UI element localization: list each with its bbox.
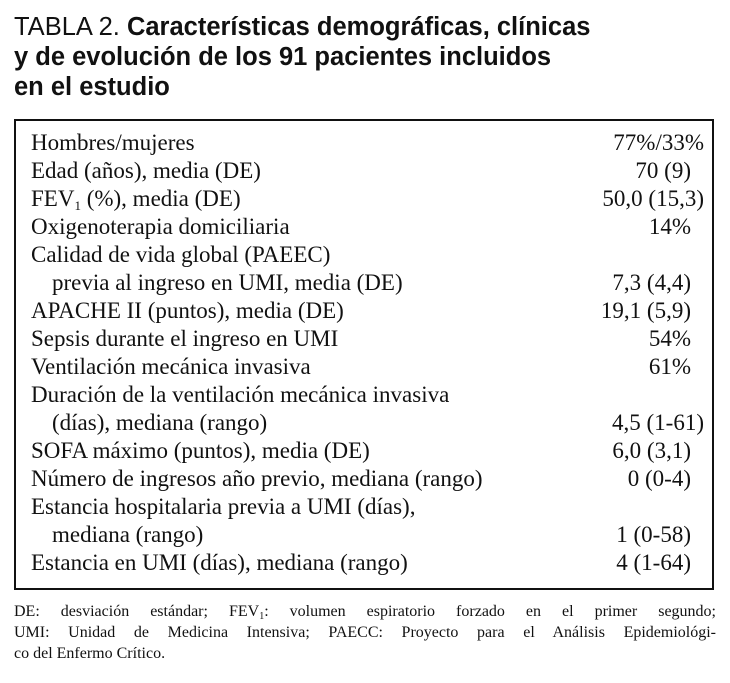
table-row: [16, 213, 712, 241]
table-title-line-3: en el estudio: [14, 73, 170, 101]
row-value: 54%: [648, 326, 691, 351]
row-label: (días), mediana (rango): [52, 410, 268, 435]
footnote-line-3: co del Enfermo Crítico.: [14, 645, 166, 662]
row-label: Sepsis durante el ingreso en UMI: [31, 326, 339, 351]
table-row: [16, 521, 712, 549]
footnote-line-1: DE: desviación estándar; $FEV_1$: volumen espiratorio forzado en el primer segundo;: [14, 603, 716, 622]
row-label: $FEV_1$ (%), media (DE): [31, 186, 241, 213]
row-label: mediana (rango): [52, 522, 204, 547]
data-table: [14, 119, 714, 590]
row-label: Oxigenoterapia domiciliaria: [31, 214, 290, 239]
table-caption: [14, 12, 719, 102]
table-row: [16, 381, 712, 409]
table-footnote: [14, 601, 716, 664]
table-title-line-1: Características demográficas, clínicas: [126, 13, 591, 41]
row-value: 50,0 (15,3): [602, 186, 704, 211]
table-row: [16, 269, 712, 297]
table-row: [16, 409, 712, 437]
table-row: [16, 185, 712, 213]
table-row: [16, 353, 712, 381]
row-value: 7,3 (4,4): [612, 270, 691, 295]
row-label: Calidad de vida global (PAEEC): [31, 242, 331, 267]
row-value: 77%/33%: [613, 130, 704, 155]
row-value: 4,5 (1-61): [612, 410, 704, 435]
row-label: Ventilación mecánica invasiva: [31, 354, 311, 379]
row-value: 14%: [648, 214, 691, 239]
table-row: [16, 157, 712, 185]
table-number: TABLA 2.: [14, 13, 120, 41]
table-row: [16, 325, 712, 353]
row-value: 6,0 (3,1): [612, 438, 691, 463]
row-label: Duración de la ventilación mecánica invasiva: [31, 382, 450, 407]
row-label: Número de ingresos año previo, mediana (rango): [31, 466, 483, 491]
row-label: previa al ingreso en UMI, media (DE): [52, 270, 403, 295]
row-label: Estancia hospitalaria previa a UMI (días),: [31, 494, 416, 519]
caption-line-1: [14, 12, 719, 42]
row-value: 61%: [648, 354, 691, 379]
row-label: Estancia en UMI (días), mediana (rango): [31, 550, 408, 575]
row-value: 4 (1-64): [616, 550, 691, 575]
row-value: 1 (0-58): [616, 522, 691, 547]
row-label: SOFA máximo (puntos), media (DE): [31, 438, 370, 463]
table-row: [16, 297, 712, 325]
row-label: Edad (años), media (DE): [31, 158, 261, 183]
table-row: [16, 437, 712, 465]
table-row: [16, 549, 712, 577]
table-row: [16, 241, 712, 269]
row-value: 70 (9): [635, 158, 691, 183]
table-title-line-2: y de evolución de los 91 pacientes incluidos: [14, 43, 552, 71]
row-value: 0 (0-4): [627, 466, 691, 491]
table-row: [16, 129, 712, 157]
table-row: [16, 465, 712, 493]
row-label: APACHE II (puntos), media (DE): [31, 298, 344, 323]
row-label: Hombres/mujeres: [31, 130, 195, 155]
table-row: [16, 493, 712, 521]
footnote-line-2: UMI: Unidad de Medicina Intensiva; PAECC: Proyecto para el Análisis Epidemiológi-: [14, 624, 716, 641]
row-value: 19,1 (5,9): [600, 298, 691, 323]
